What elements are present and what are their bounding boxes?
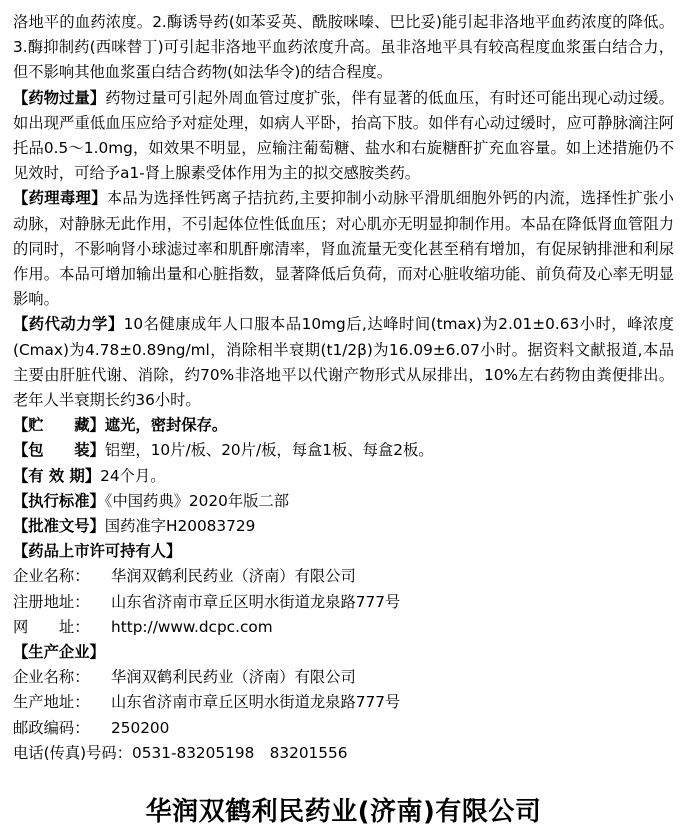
section-label-pharmacokinetics: 【药代动力学】: [13, 315, 124, 334]
manufacturer-phone-label: 电话(传真)号码：: [13, 743, 133, 762]
section-text-standard: 《中国药典》2020年版二部: [104, 491, 290, 510]
section-label-manufacturer: 【生产企业】: [13, 643, 105, 662]
manufacturer-phone-value: 0531-83205198 83201556: [132, 743, 348, 762]
holder-website-label: 网 址：: [13, 617, 90, 636]
section-label-shelf-life: 【有 效 期】: [13, 466, 101, 485]
manufacturer-company-name-value: 华润双鹤利民药业（济南）有限公司: [111, 668, 356, 687]
section-text-approval-number: 国药准字H20083729: [104, 517, 256, 536]
section-label-overdose: 【药物过量】: [13, 88, 106, 107]
section-label-storage: 【贮 藏】: [13, 416, 105, 435]
section-packaging: [13, 438, 674, 463]
section-shelf-life: [13, 464, 674, 489]
section-standard: [13, 489, 674, 514]
manufacturer-address-row: [13, 690, 674, 715]
section-text-storage: 遮光，密封保存。: [104, 416, 228, 435]
section-pharmacokinetics: [13, 312, 674, 413]
holder-company-name-value: 华润双鹤利民药业（济南）有限公司: [111, 567, 356, 586]
section-label-packaging: 【包 装】: [13, 441, 105, 460]
section-marketing-authorization-holder: [13, 539, 674, 564]
holder-company-name-row: [13, 564, 674, 589]
manufacturer-phone-line: [13, 741, 674, 766]
holder-registered-address-value: 山东省济南市章丘区明水街道龙泉路777号: [111, 592, 401, 611]
section-label-pharmacology: 【药理毒理】: [13, 189, 107, 208]
section-text-packaging: 铝塑，10片/板、20片/板，每盒1板、每盒2板。: [104, 441, 434, 460]
holder-website-value: http://www.dcpc.com: [111, 617, 273, 636]
manufacturer-postcode-row: [13, 716, 674, 741]
footer-company-name: 华润双鹤利民药业(济南)有限公司: [145, 797, 542, 828]
manufacturer-address-value: 山东省济南市章丘区明水街道龙泉路777号: [111, 693, 401, 712]
section-text-pharmacokinetics: 10名健康成年人口服本品10mg后,达峰时间(tmax)为2.01±0.63小时，峰浓度(Cmax)为4.78±0.89ng/ml，消除相半衰期(t1/2β)为16.09±6.07小时。据资料文献报道,本品主要由肝脏代谢、消除，约70%非洛地平以代谢产物形式从尿排出，10%左右药物由粪便排出。老年人半衰期长约36小时。: [13, 315, 674, 410]
section-text-shelf-life: 24个月。: [100, 466, 166, 485]
section-overdose: [13, 86, 674, 187]
manufacturer-address-label: 生产地址：: [13, 693, 90, 712]
section-text-pharmacology: 本品为选择性钙离子拮抗药,主要抑制小动脉平滑肌细胞外钙的内流，选择性扩张小动脉，对静脉无此作用，不引起体位性低血压；对心肌亦无明显抑制作用。本品在降低肾血管阻力的同时，不影响肾小球滤过率和肌酐廓清率，肾血流量无变化甚至稍有增加，有促尿钠排泄和利尿作用。本品可增加输出量和心脏指数，显著降低后负荷，而对心脏收缩功能、前负荷及心率无明显影响。: [13, 189, 674, 309]
manufacturer-postcode-label: 邮政编码：: [13, 718, 90, 737]
section-approval-number: [13, 514, 674, 539]
holder-registered-address-label: 注册地址：: [13, 592, 90, 611]
section-storage: [13, 413, 674, 438]
section-manufacturer: [13, 640, 674, 665]
section-label-approval-number: 【批准文号】: [13, 517, 105, 536]
section-label-standard: 【执行标准】: [13, 491, 105, 510]
section-text-overdose: 药物过量可引起外周血管过度扩张，伴有显著的低血压，有时还可能出现心动过缓。如出现严重低血压应给予对症处理，如病人平卧，抬高下肢。如伴有心动过缓时，应可静脉滴注阿托品0.5～1.0mg，如效果不明显，应输注葡萄糖、盐水和右旋糖酐扩充血容量。如上述措施仍不见效时，可给予a1-肾上腺素受体作用为主的拟交感胺类药。: [13, 88, 674, 183]
holder-company-name-label: 企业名称：: [13, 567, 90, 586]
section-pharmacology: [13, 186, 674, 312]
body-continuation-paragraph: 洛地平的血药浓度。2.酶诱导药(如苯妥英、酰胺咪嗪、巴比妥)能引起非洛地平血药浓度的降低。3.酶抑制药(西咪替丁)可引起非洛地平血药浓度升高。虽非洛地平具有较高程度血浆蛋白结合力，但不影响其他血浆蛋白结合药物(如法华令)的结合程度。: [13, 13, 674, 82]
manufacturer-phone-row: [13, 741, 674, 766]
manufacturer-company-name-label: 企业名称：: [13, 668, 90, 687]
section-label-marketing-authorization-holder: 【药品上市许可持有人】: [13, 542, 182, 561]
holder-registered-address-row: [13, 590, 674, 615]
manufacturer-postcode-value: 250200: [111, 718, 170, 737]
holder-website-row: [13, 615, 674, 640]
manufacturer-company-name-row: [13, 665, 674, 690]
